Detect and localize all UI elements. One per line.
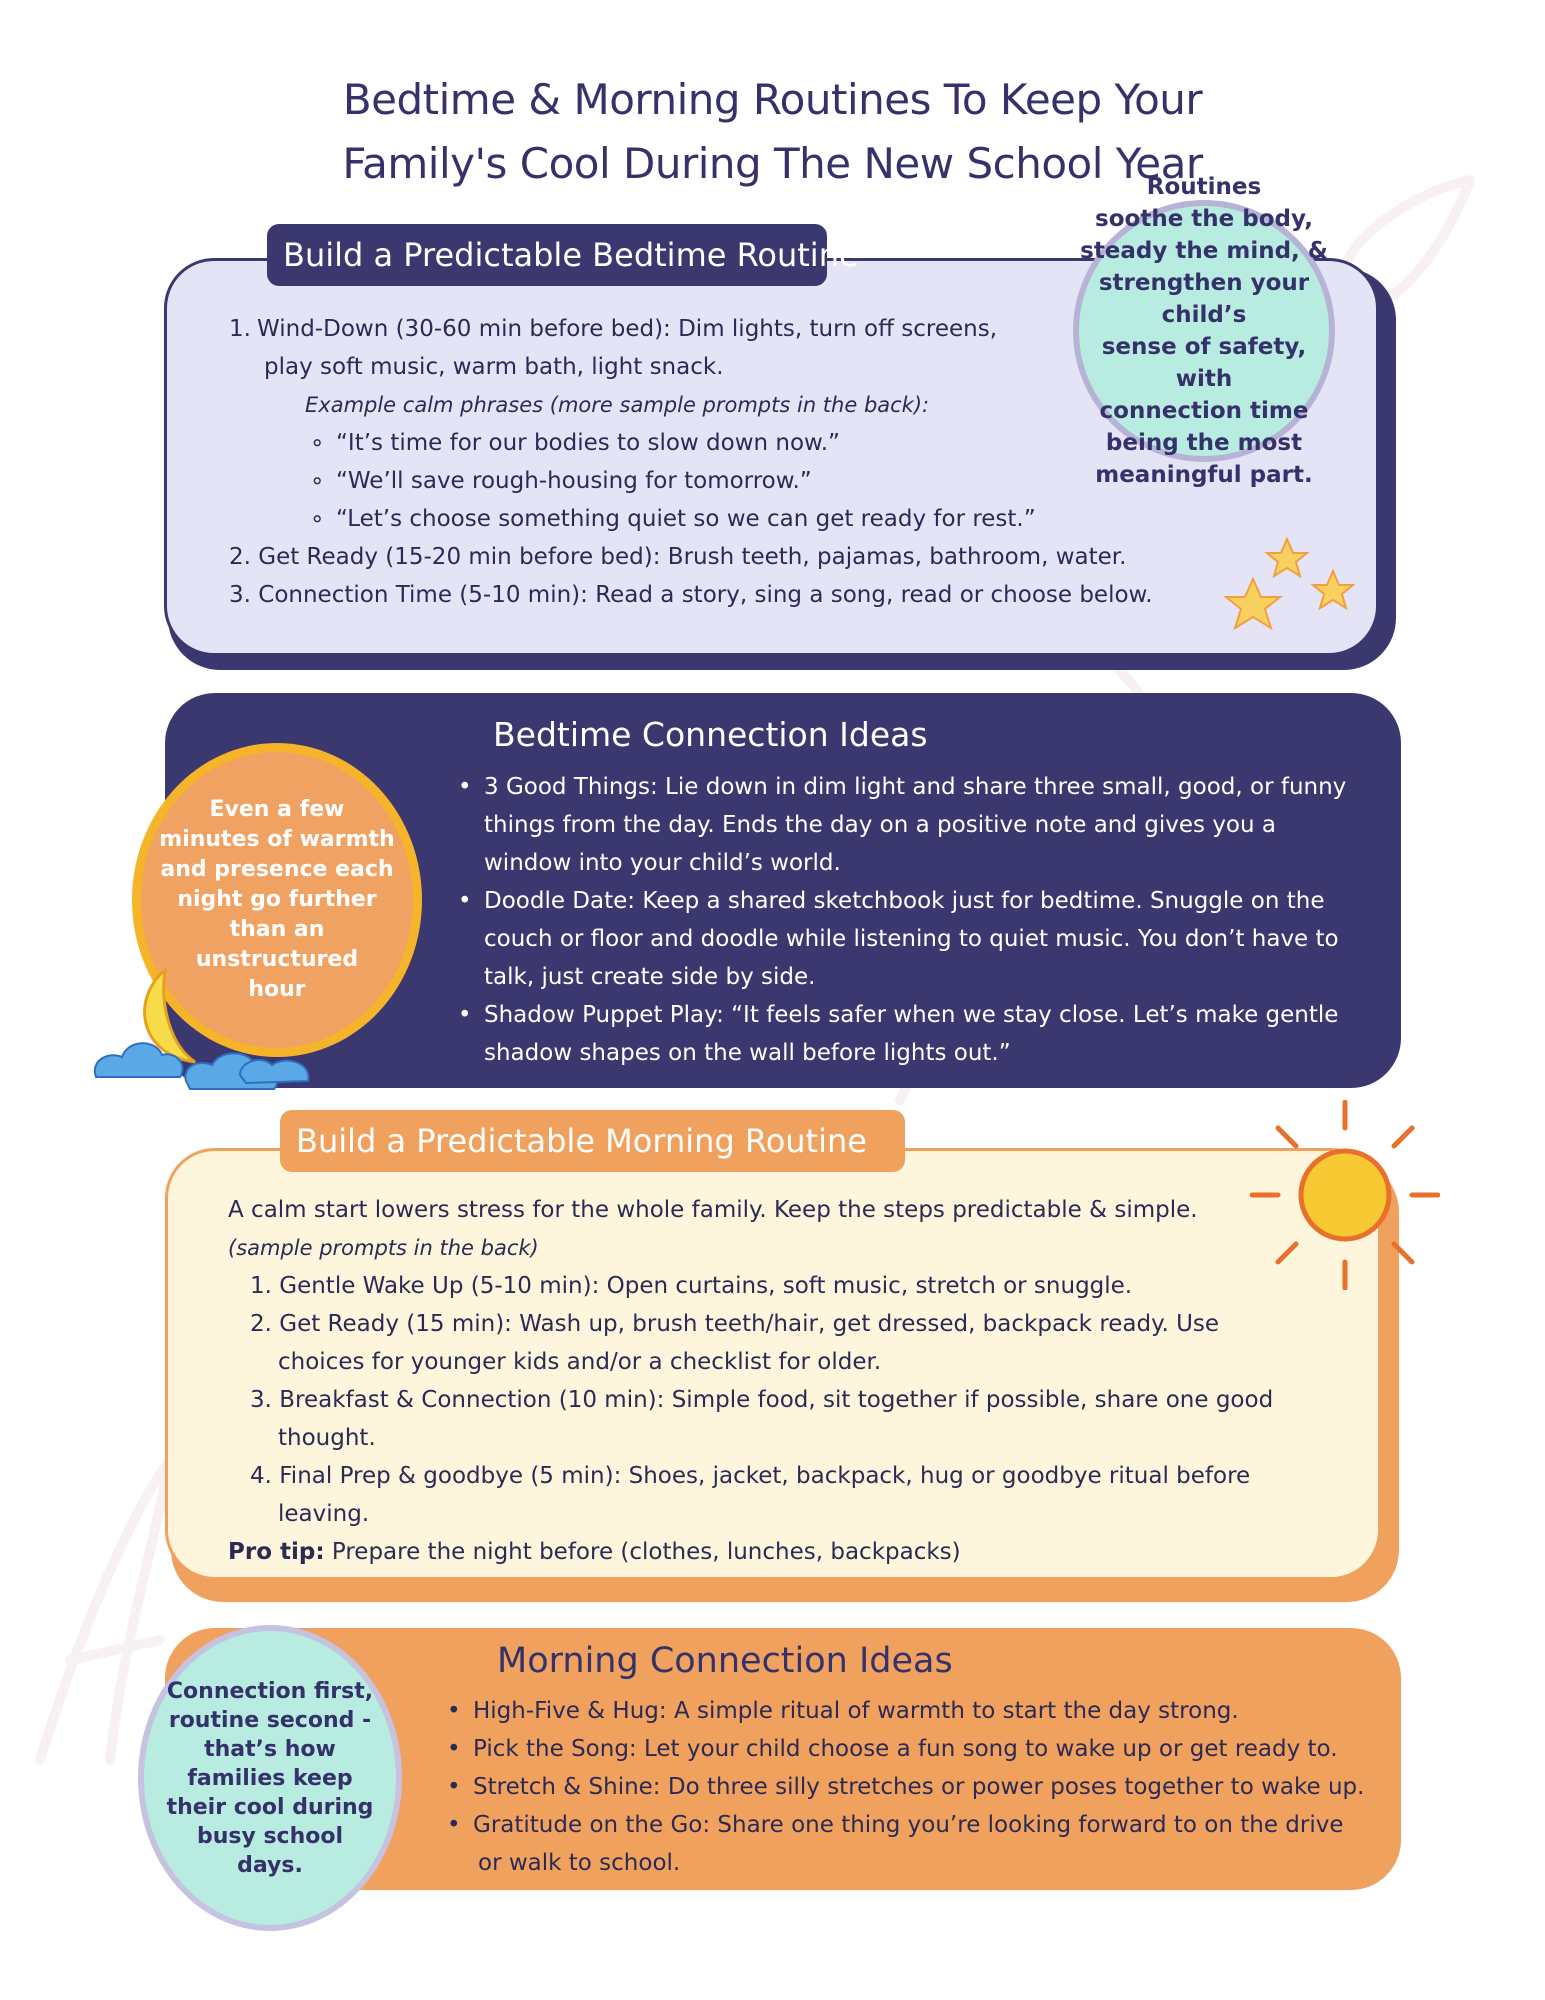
- morning-idea: [473, 1768, 1364, 1806]
- quote-line: busy school: [196, 1823, 344, 1849]
- morning-routine-heading: Build a Predictable Morning Routine: [280, 1110, 905, 1172]
- connection-idea: [484, 768, 1346, 806]
- quote-line: connection time: [1099, 398, 1309, 424]
- phrase-item: ∘ “It’s time for our bodies to slow down now.”: [336, 424, 840, 462]
- morning-connection-heading: Morning Connection Ideas: [497, 1641, 953, 1681]
- title-line-2: Family's Cool During The New School Year: [342, 139, 1203, 188]
- idea-line: • Gratitude on the Go: Share one thing you’re looking forward to on the drive: [473, 1812, 1344, 1838]
- morning-idea: [473, 1806, 1344, 1844]
- routines-quote-circle: [1073, 174, 1335, 488]
- morning-step-cont: leaving.: [278, 1501, 370, 1527]
- idea-line: • Doodle Date: Keep a shared sketchbook just for bedtime. Snuggle on the: [484, 888, 1324, 914]
- quote-line: and presence each: [160, 857, 394, 882]
- quote-line: routine second -: [168, 1707, 372, 1733]
- bedtime-connection-heading: Bedtime Connection Ideas: [493, 715, 928, 754]
- morning-step-cont: thought.: [278, 1425, 376, 1451]
- morning-idea: [473, 1692, 1239, 1730]
- bedtime-step-2: 2. Get Ready (15-20 min before bed): Brush teeth, pajamas, bathroom, water.: [229, 544, 1127, 570]
- bedtime-step-3: 3. Connection Time (5-10 min): Read a story, sing a song, read or choose below.: [229, 582, 1153, 608]
- morning-step: 3. Breakfast & Connection (10 min): Simple food, sit together if possible, share one good: [250, 1387, 1274, 1413]
- morning-step: 1. Gentle Wake Up (5-10 min): Open curtains, soft music, stretch or snuggle.: [250, 1273, 1133, 1299]
- cloud-icon: [90, 1025, 330, 1095]
- idea-line: talk, just create side by side.: [484, 964, 816, 990]
- morning-intro-note: (sample prompts in the back): [228, 1236, 539, 1260]
- quote-line: night go further: [177, 887, 377, 912]
- quote-line: minutes of warmth: [159, 827, 395, 852]
- idea-line: • High-Five & Hug: A simple ritual of warmth to start the day strong.: [473, 1698, 1239, 1724]
- idea-line: window into your child’s world.: [484, 850, 841, 876]
- idea-line: • 3 Good Things: Lie down in dim light and share three small, good, or funny: [484, 774, 1346, 800]
- idea-line: • Stretch & Shine: Do three silly stretches or power poses together to wake up.: [473, 1774, 1364, 1800]
- quote-line: being the most: [1105, 430, 1303, 456]
- idea-line: • Shadow Puppet Play: “It feels safer when we stay close. Let’s make gentle: [484, 1002, 1338, 1028]
- pro-tip-label: Pro tip:: [228, 1539, 325, 1565]
- connection-idea: [484, 996, 1338, 1034]
- quote-line: Connection first,: [166, 1678, 374, 1704]
- quote-line: unstructured: [195, 947, 359, 972]
- connection-idea: [484, 882, 1324, 920]
- quote-line: sense of safety, with: [1101, 334, 1307, 392]
- pro-tip: [228, 1533, 961, 1571]
- quote-line: than an: [229, 917, 325, 942]
- morning-step-cont: choices for younger kids and/or a checklist for older.: [278, 1349, 882, 1375]
- morning-idea-cont: or walk to school.: [478, 1850, 681, 1876]
- step-number: 1.: [229, 316, 251, 342]
- bedtime-routine-heading: Build a Predictable Bedtime Routine: [267, 224, 827, 286]
- quote-line: days.: [237, 1852, 303, 1878]
- bedtime-step-1-line-1: Wind-Down (30-60 min before bed): Dim lights, turn off screens,: [257, 316, 998, 342]
- bedtime-step-1-line-2: play soft music, warm bath, light snack.: [264, 354, 724, 380]
- title-line-1: Bedtime & Morning Routines To Keep Your: [342, 75, 1203, 124]
- sun-icon: [1250, 1100, 1440, 1290]
- quote-line: meaningful part.: [1095, 462, 1313, 488]
- quote-line: their cool during: [166, 1794, 374, 1820]
- idea-line: couch or floor and doodle while listening to quiet music. You don’t have to: [484, 926, 1339, 952]
- morning-intro: A calm start lowers stress for the whole family. Keep the steps predictable & simple.: [228, 1197, 1198, 1223]
- quote-line: Routines: [1146, 174, 1262, 200]
- quote-line: that’s how: [204, 1736, 336, 1762]
- morning-idea: [473, 1730, 1338, 1768]
- morning-step: 2. Get Ready (15 min): Wash up, brush teeth/hair, get dressed, backpack ready. Use: [250, 1311, 1220, 1337]
- phrase-item: ∘ “Let’s choose something quiet so we can get ready for rest.”: [336, 500, 1036, 538]
- quote-line: Even a few: [209, 797, 345, 822]
- phrase-item: ∘ “We’ll save rough-housing for tomorrow.”: [336, 462, 812, 500]
- idea-line: shadow shapes on the wall before lights out.”: [484, 1040, 1011, 1066]
- cool-quote-circle: [138, 1625, 402, 1931]
- stars-icon: [1215, 535, 1355, 645]
- idea-line: things from the day. Ends the day on a positive note and gives you a: [484, 812, 1276, 838]
- quote-line: strengthen your child’s: [1098, 270, 1310, 328]
- morning-step: 4. Final Prep & goodbye (5 min): Shoes, jacket, backpack, hug or goodbye ritual before: [250, 1463, 1251, 1489]
- pro-tip-text: Prepare the night before (clothes, lunches, backpacks): [324, 1539, 961, 1565]
- quote-line: soothe the body,: [1095, 206, 1313, 232]
- idea-line: • Pick the Song: Let your child choose a fun song to wake up or get ready to.: [473, 1736, 1338, 1762]
- quote-line: families keep: [187, 1765, 353, 1791]
- quote-line: hour: [248, 977, 306, 1002]
- quote-line: steady the mind, &: [1080, 238, 1328, 264]
- example-phrases-note: Example calm phrases (more sample prompts in the back):: [305, 393, 930, 417]
